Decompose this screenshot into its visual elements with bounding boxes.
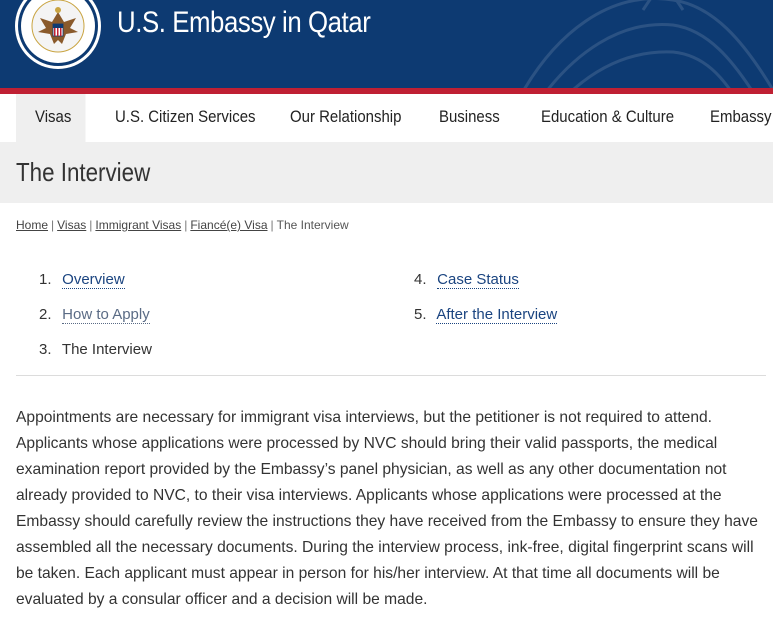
breadcrumb-separator: | xyxy=(89,218,93,232)
main-nav xyxy=(0,94,773,142)
step-number: 3. xyxy=(39,341,52,358)
step-number: 4. xyxy=(414,271,427,288)
breadcrumb-home[interactable]: Home xyxy=(16,218,49,232)
breadcrumb-separator: | xyxy=(184,218,188,232)
process-steps xyxy=(0,268,773,368)
breadcrumb-fiancee-visa[interactable]: Fiancé(e) Visa xyxy=(190,218,268,232)
step-item xyxy=(414,271,519,288)
content-divider xyxy=(16,375,766,376)
step-item-current xyxy=(39,341,152,358)
step-label-current: The Interview xyxy=(61,341,152,358)
nav-item-embassy[interactable]: Embassy xyxy=(710,107,772,126)
step-link-after-the-interview[interactable]: After the Interview xyxy=(436,306,558,323)
site-header xyxy=(0,0,773,88)
interview-paragraph: Appointments are necessary for immigrant visa interviews, but the petitioner is not required to attend. Applicants whose applications were processed by NVC should bring their valid passports, the medical examination report provided by the Embassy’s panel physician, as well as any other documentation not already provided to NVC, to their visa interviews. Applicants whose applications were processed at the Embassy should carefully review the instructions they have received from the Embassy to ensure they have assembled all the necessary documents. During the interview process, ink-free, digital fingerprint scans will be taken. Each applicant must appear in person for his/her interview. At that time all documents will be evaluated by a consular officer and a decision will be made. xyxy=(16,409,758,608)
breadcrumb-separator: | xyxy=(270,218,274,232)
nav-item-education-culture[interactable]: Education & Culture xyxy=(541,107,675,126)
nav-item-us-citizen-services[interactable]: U.S. Citizen Services xyxy=(115,107,256,126)
breadcrumb-immigrant-visas[interactable]: Immigrant Visas xyxy=(95,218,182,232)
site-title[interactable]: U.S. Embassy in Qatar xyxy=(117,6,371,39)
step-number: 2. xyxy=(39,306,52,323)
step-number: 1. xyxy=(39,271,52,288)
breadcrumb-separator: | xyxy=(51,218,55,232)
step-link-how-to-apply[interactable]: How to Apply xyxy=(62,306,150,323)
step-link-case-status[interactable]: Case Status xyxy=(437,271,519,288)
page-title: The Interview xyxy=(16,157,151,187)
page-title-bar xyxy=(0,142,773,203)
nav-item-business[interactable]: Business xyxy=(439,107,500,126)
step-link-overview[interactable]: Overview xyxy=(62,271,125,288)
step-item xyxy=(39,271,125,288)
nav-item-visas[interactable]: Visas xyxy=(35,107,72,126)
embassy-seal-logo[interactable] xyxy=(14,0,102,70)
nav-item-our-relationship[interactable]: Our Relationship xyxy=(290,107,402,126)
breadcrumb xyxy=(16,218,349,232)
step-item xyxy=(414,306,557,323)
breadcrumb-current: The Interview xyxy=(276,218,349,232)
step-item xyxy=(39,306,150,323)
eagle-watermark-icon xyxy=(473,0,773,88)
step-number: 5. xyxy=(414,306,427,323)
breadcrumb-visas[interactable]: Visas xyxy=(57,218,87,232)
